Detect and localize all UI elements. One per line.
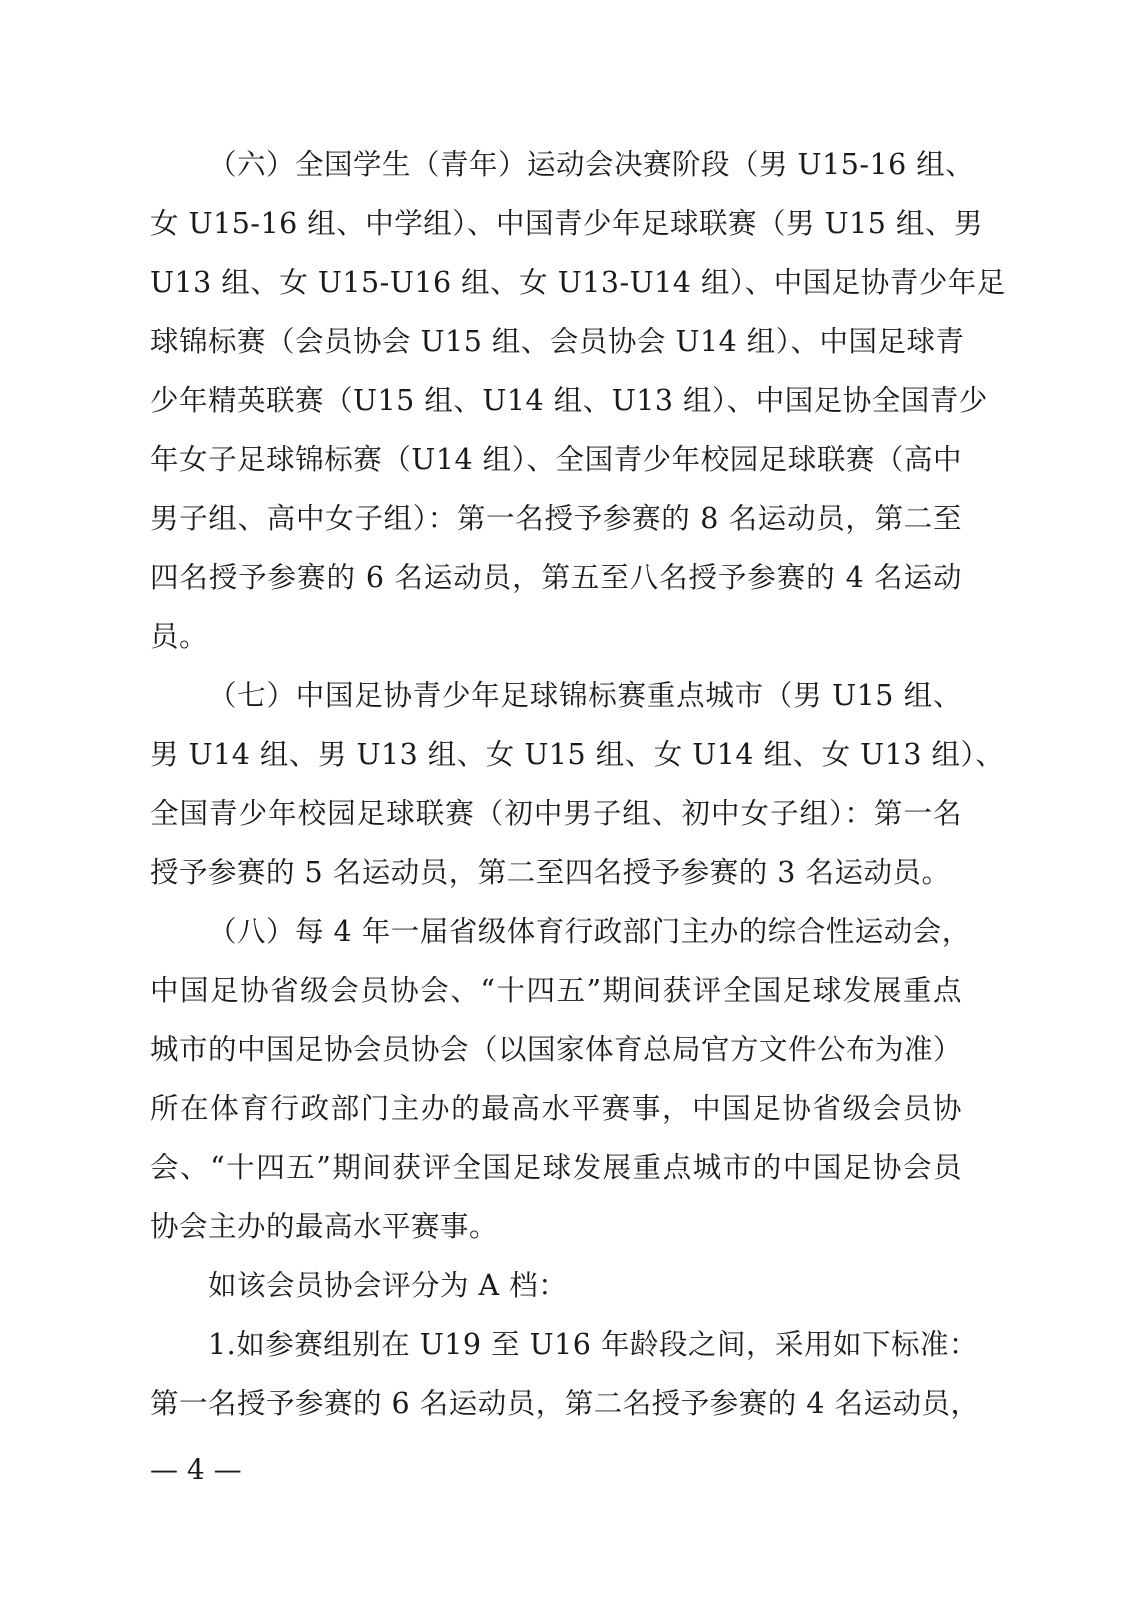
paragraph-7-line-1: （七）中国足协青少年足球锦标赛重点城市（男 U15 组、 [208,679,962,712]
paragraph-6-line-9: 员。 [150,620,209,653]
paragraph-8-line-5: 会、“十四五”期间获评全国足球发展重点城市的中国足协会员 [150,1151,962,1184]
paragraph-7-line-3: 全国青少年校园足球联赛（初中男子组、初中女子组）：第一名 [150,797,962,830]
paragraph-6-line-5: 少年精英联赛（U15 组、U14 组、U13 组）、中国足协全国青少 [150,384,988,417]
grade-a-intro: 如该会员协会评分为 A 档： [208,1269,568,1302]
paragraph-8-line-6: 协会主办的最高水平赛事。 [150,1210,499,1243]
paragraph-8-line-2: 中国足协省级会员协会、“十四五”期间获评全国足球发展重点 [150,974,962,1007]
paragraph-8-line-3: 城市的中国足协会员协会（以国家体育总局官方文件公布为准） [150,1033,963,1066]
paragraph-6-line-4: 球锦标赛（会员协会 U15 组、会员协会 U14 组）、中国足球青 [150,325,965,358]
rule-1-line-1: 1.如参赛组别在 U19 至 U16 年龄段之间，采用如下标准： [208,1328,978,1361]
paragraph-6-line-3: U13 组、女 U15-U16 组、女 U13-U14 组）、中国足协青少年足 [150,266,1006,299]
paragraph-6-line-2: 女 U15-16 组、中学组）、中国青少年足球联赛（男 U15 组、男 [150,207,983,240]
paragraph-8-line-1: （八）每 4 年一届省级体育行政部门主办的综合性运动会， [208,915,971,948]
paragraph-7-line-2: 男 U14 组、男 U13 组、女 U15 组、女 U14 组、女 U13 组）、 [150,738,1005,771]
paragraph-6-line-8: 四名授予参赛的 6 名运动员，第五至八名授予参赛的 4 名运动 [150,561,962,594]
page-number: — 4 — [150,1453,242,1486]
paragraph-8-line-4: 所在体育行政部门主办的最高水平赛事，中国足协省级会员协 [150,1092,962,1125]
paragraph-7-line-4: 授予参赛的 5 名运动员，第二至四名授予参赛的 3 名运动员。 [150,856,951,889]
rule-1-line-2: 第一名授予参赛的 6 名运动员，第二名授予参赛的 4 名运动员， [150,1387,980,1420]
paragraph-6-line-7: 男子组、高中女子组）：第一名授予参赛的 8 名运动员，第二至 [150,502,962,535]
paragraph-6-line-1: （六）全国学生（青年）运动会决赛阶段（男 U15-16 组、 [208,148,975,181]
document-body [150,135,1006,1433]
paragraph-6-line-6: 年女子足球锦标赛（U14 组）、全国青少年校园足球联赛（高中 [150,443,962,476]
